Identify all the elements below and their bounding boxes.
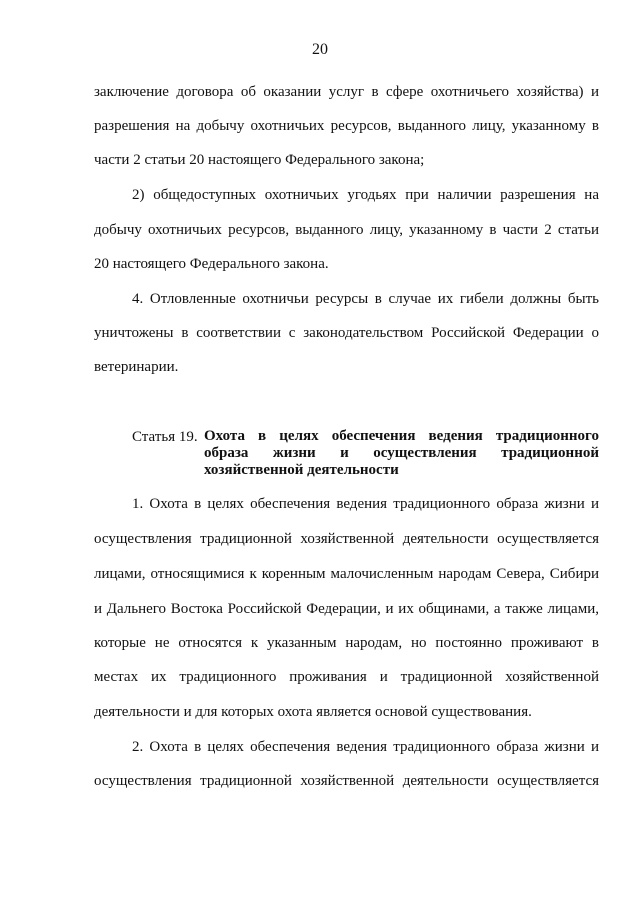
text-line: осуществления традиционной хозяйственной деятельности осуществляется [94, 531, 599, 547]
text-line: и Дальнего Востока Российской Федерации, и их общинами, а также лицами, [94, 601, 599, 617]
article-title [204, 428, 599, 479]
text-line: 1. Охота в целях обеспечения ведения традиционного образа жизни и [132, 496, 599, 512]
page-number: 20 [312, 41, 328, 58]
text-line: части 2 статьи 20 настоящего Федерального закона; [94, 152, 425, 168]
article-title-line: хозяйственной деятельности [204, 462, 399, 478]
text-line: местах их традиционного проживания и традиционной хозяйственной [94, 669, 599, 685]
text-line: осуществления традиционной хозяйственной деятельности осуществляется [94, 773, 599, 789]
text-line: 2) общедоступных охотничьих угодьях при наличии разрешения на [132, 187, 599, 203]
text-line: разрешения на добычу охотничьих ресурсов, выданного лицу, указанному в [94, 118, 599, 134]
text-line: ветеринарии. [94, 359, 179, 375]
text-line: заключение договора об оказании услуг в сфере охотничьего хозяйства) и [94, 84, 599, 100]
text-line: уничтожены в соответствии с законодательством Российской Федерации о [94, 325, 599, 341]
text-line: 4. Отловленные охотничьи ресурсы в случае их гибели должны быть [132, 291, 599, 307]
text-line: лицами, относящимися к коренным малочисленным народам Севера, Сибири [94, 566, 599, 582]
text-line: 2. Охота в целях обеспечения ведения традиционного образа жизни и [132, 739, 599, 755]
article-label: Статья 19. [132, 429, 198, 445]
text-line: 20 настоящего Федерального закона. [94, 256, 329, 272]
text-line: деятельности и для которых охота является основой существования. [94, 704, 532, 720]
text-line: добычу охотничьих ресурсов, выданного лицу, указанному в части 2 статьи [94, 222, 599, 238]
article-title-line: образа жизни и осуществления традиционной [204, 445, 599, 461]
text-line: которые не относятся к указанным народам, но постоянно проживают в [94, 635, 599, 651]
article-title-line: Охота в целях обеспечения ведения традиционного [204, 428, 599, 444]
